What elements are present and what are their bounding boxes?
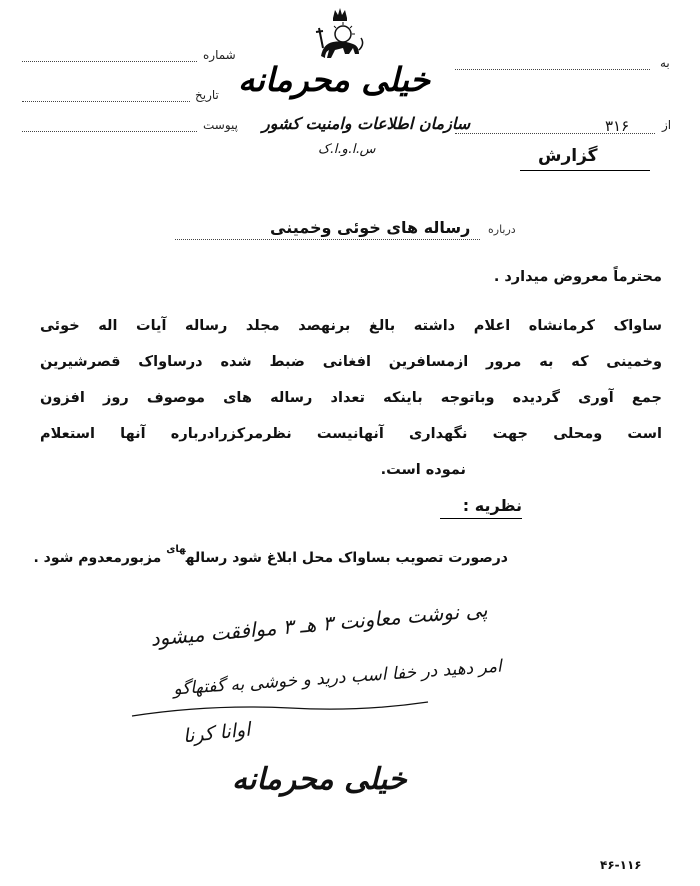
body-line: جمع آوری گردیده وباتوجه باینکه تعداد رساله های موصوف روز افزون (40, 390, 662, 406)
page-number: ۴۶-۱۱۶ (600, 858, 642, 872)
opinion-text-after: مزبورمعدوم شود . (33, 550, 162, 566)
body-line: است ومحلی جهت نگهداری آنهانیست نظرمرکزرادرباره آنها استعلام (40, 426, 662, 442)
handwritten-strike-line (130, 698, 430, 728)
opinion-superscript: های (166, 544, 186, 555)
number-dots (22, 60, 197, 62)
body-line: ساواک کرمانشاه اعلام داشته بالغ برنهصد مجلد رساله آیات اله خوئی (40, 318, 662, 334)
from-value: ۳۱۶ (605, 117, 630, 135)
opinion-underline (440, 518, 522, 519)
opinion-label: نظریه : (462, 496, 522, 515)
subject-label: درباره (488, 223, 516, 236)
subject-dots (175, 238, 480, 240)
salutation: محترماً معروض میدارد . (493, 269, 662, 285)
attachment-label: پیوست (203, 118, 238, 132)
to-label: به (660, 56, 670, 70)
date-label: تاریخ (195, 88, 219, 102)
number-label: شماره (203, 48, 236, 62)
report-title: گزارش (538, 146, 598, 166)
date-dots (22, 100, 190, 102)
organization-name: سازمان اطلاعات وامنیت کشور (262, 114, 471, 133)
handwritten-signature: اوانا کرنا (181, 718, 251, 748)
body-line-last: نموده است. (380, 462, 466, 478)
opinion-text (33, 544, 508, 566)
organization-code: س.ا.و.ا.ک (318, 142, 376, 157)
to-dots (455, 68, 650, 70)
handwritten-note-2: امر دهید در خفا اسب درید و خوشی به گفتهاگو (172, 656, 503, 700)
body-line: وخمینی که به مرور ازمسافرین افغانی ضبط شده درساواک قصرشیرین (40, 354, 662, 370)
attachment-dots (22, 130, 197, 132)
opinion-text-before: درصورت تصویب بساواک محل ابلاغ شود رساله (185, 550, 508, 566)
body-text-block (40, 308, 662, 488)
handwritten-note-1: پی نوشت معاونت ۳ هـ ۳ موافقت میشود (149, 597, 489, 651)
from-label: از (662, 118, 672, 132)
classification-stamp-bottom: خیلی محرمانه (232, 762, 407, 797)
report-title-underline (520, 170, 650, 171)
classification-header: خیلی محرمانه (238, 60, 431, 99)
lion-and-sun-crest-icon (313, 4, 367, 68)
subject-value: رساله های خوئی وخمینی (270, 218, 471, 237)
